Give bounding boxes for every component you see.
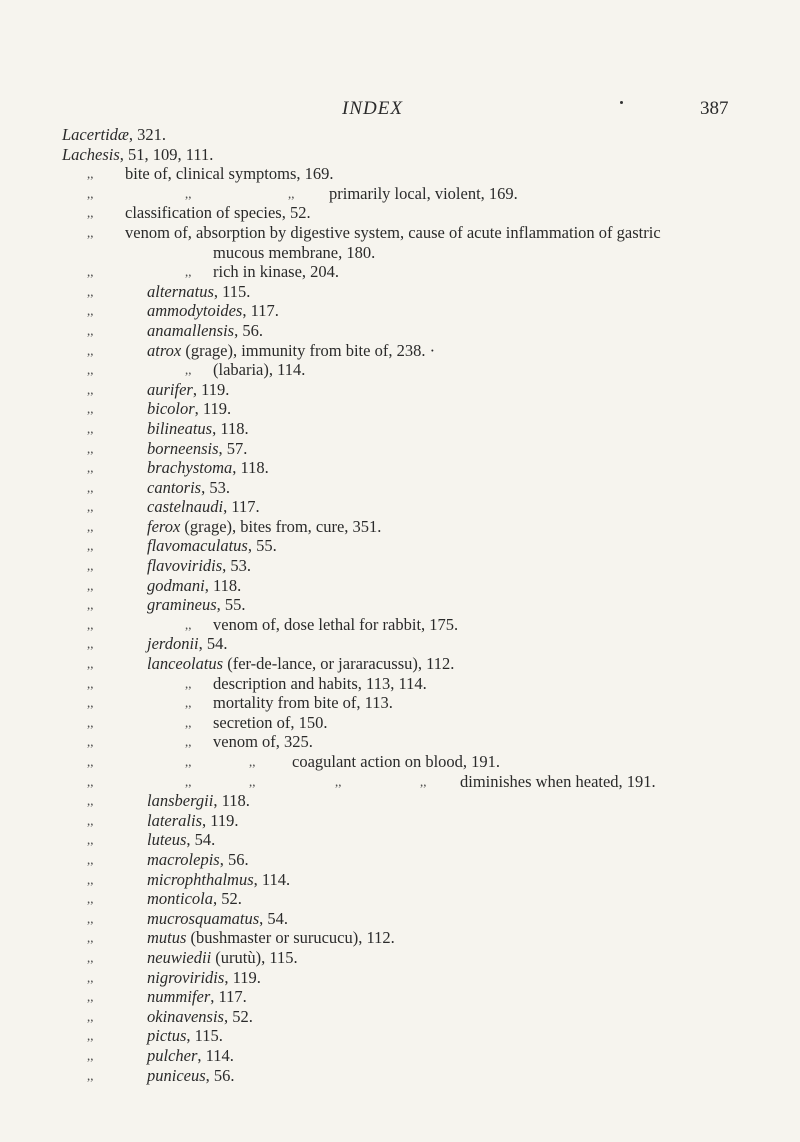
index-entry [0,164,800,184]
species-entry: nummifer, 117. [147,987,247,1007]
species-entry: neuwiedii (urutù), 115. [147,947,298,967]
headword-text: Lachesis [62,144,120,164]
species-entry: mucrosquamatus, 54. [147,908,289,928]
species-name: pulcher [147,1045,198,1065]
ditto-mark: ,, [87,440,94,456]
entry-text: diminishes when heated, 191. [460,771,656,791]
species-name: bicolor [147,399,195,419]
index-entry [0,909,800,929]
species-name: nigroviridis [147,967,225,987]
species-name: mutus [147,928,187,948]
ditto-mark: ,, [87,851,94,867]
species-name: ammodytoides [147,301,243,321]
ditto-mark: ,, [87,362,94,378]
ditto-mark: ,, [87,401,94,417]
index-entry [0,654,800,674]
ditto-mark: ,, [420,773,427,789]
index-entry [0,713,800,733]
species-name: luteus [147,830,187,850]
entry-text: venom of, dose lethal for rabbit, 175. [213,614,459,634]
ditto-mark: ,, [87,185,94,201]
index-entry [0,1026,800,1046]
index-entry [0,615,800,635]
species-entry: flavoviridis, 53. [147,556,252,576]
index-entry [0,811,800,831]
headword-text: Lacertidæ [62,125,129,144]
index-entry [0,380,800,400]
index-entry [0,399,800,419]
index-entry [0,968,800,988]
ditto-mark: ,, [87,930,94,946]
species-name: aurifer [147,379,193,399]
entry-text: classification of species, 52. [125,203,311,223]
index-entry [0,262,800,282]
ditto-mark: ,, [249,773,256,789]
index-entry [0,870,800,890]
index-entry [0,184,800,204]
ditto-mark: ,, [185,734,192,750]
index-entry [0,203,800,223]
species-name: lanceolatus [147,654,224,674]
index-entry [0,772,800,792]
index-entry [0,987,800,1007]
species-entry: puniceus, 56. [147,1065,235,1085]
ditto-mark: ,, [87,1008,94,1024]
ditto-mark: ,, [87,695,94,711]
species-name: castelnaudi [147,497,224,517]
ditto-mark: ,, [185,695,192,711]
species-name: flavomaculatus [147,536,248,556]
ditto-mark: ,, [87,322,94,338]
ditto-mark: ,, [185,264,192,280]
species-name: jerdonii [147,634,199,654]
entry-text: mortality from bite of, 113. [213,693,393,713]
ditto-mark: ,, [87,656,94,672]
ditto-mark: ,, [87,479,94,495]
ditto-mark: ,, [87,1028,94,1044]
index-entry [0,301,800,321]
ditto-mark: ,, [185,362,192,378]
index-entry [0,1066,800,1086]
species-entry: microphthalmus, 114. [147,869,291,889]
ditto-mark: ,, [87,773,94,789]
index-entry [0,732,800,752]
index-entry [0,497,800,517]
print-speck [620,101,623,104]
ditto-mark: ,, [87,381,94,397]
species-entry: gramineus, 55. [147,595,246,615]
species-entry: monticola, 52. [147,889,242,909]
index-entry [0,791,800,811]
species-entry: cantoris, 53. [147,477,230,497]
index-entry [0,517,800,537]
species-name: cantoris [147,477,202,497]
ditto-mark: ,, [87,518,94,534]
ditto-mark: ,, [87,734,94,750]
index-entry [0,928,800,948]
species-entry: aurifer, 119. [147,379,230,399]
species-name: neuwiedii [147,947,212,967]
entry-text: bite of, clinical symptoms, 169. [125,164,334,184]
running-head: INDEX [342,98,403,119]
ditto-mark: ,, [87,558,94,574]
species-name: ferox [147,516,181,536]
species-entry: castelnaudi, 117. [147,497,260,517]
index-entry [0,223,800,262]
ditto-mark: ,, [185,773,192,789]
ditto-mark: ,, [87,714,94,730]
index-entry [0,1046,800,1066]
index-entry [0,1007,800,1027]
species-entry: lateralis, 119. [147,810,239,830]
index-entry [0,693,800,713]
species-entry: alternatus, 115. [147,281,251,301]
ditto-mark: ,, [87,1067,94,1083]
species-name: flavoviridis [147,556,223,576]
ditto-mark: ,, [87,283,94,299]
index-entry [0,536,800,556]
index-entry [0,850,800,870]
species-entry: brachystoma, 118. [147,458,269,478]
ditto-mark: ,, [288,185,295,201]
ditto-mark: ,, [335,773,342,789]
index-entry [0,595,800,615]
index-entry [0,419,800,439]
species-entry: okinavensis, 52. [147,1006,253,1026]
species-entry: flavomaculatus, 55. [147,536,277,556]
ditto-mark: ,, [185,675,192,691]
ditto-mark: ,, [87,460,94,476]
entry-text: rich in kinase, 204. [213,262,340,282]
index-entry [0,830,800,850]
ditto-mark: ,, [87,969,94,985]
species-entry: bilineatus, 118. [147,418,249,438]
index-entry [0,752,800,772]
species-entry: pulcher, 114. [147,1045,234,1065]
ditto-mark: ,, [87,910,94,926]
species-name: gramineus [147,595,217,615]
ditto-mark: ,, [87,205,94,221]
index-entry [0,439,800,459]
species-entry: godmani, 118. [147,575,242,595]
index-entries [0,125,800,1085]
species-entry: borneensis, 57. [147,438,248,458]
species-name: okinavensis [147,1006,224,1026]
index-entry [0,341,800,361]
entry-text: coagulant action on blood, 191. [292,752,501,771]
species-entry: lanceolatus (fer-de-lance, or jararacussu), 112. [147,654,455,674]
index-entry [0,360,800,380]
species-name: lateralis [147,810,203,830]
species-name: pictus [147,1026,187,1046]
entry-text: description and habits, 113, 114. [213,673,427,693]
index-entry [0,125,800,145]
entry-headword: Lachesis, 51, 109, 111. [62,144,214,164]
ditto-mark: ,, [87,871,94,887]
species-entry: pictus, 115. [147,1026,223,1046]
index-entry [0,576,800,596]
ditto-mark: ,, [87,636,94,652]
species-entry: anamallensis, 56. [147,320,263,340]
species-name: lansbergii [147,791,214,811]
species-entry: jerdonii, 54. [147,634,228,654]
index-entry [0,556,800,576]
ditto-mark: ,, [87,616,94,632]
species-name: mucrosquamatus [147,908,260,928]
species-name: nummifer [147,987,211,1007]
page-number: 387 [700,98,729,119]
entry-text: venom of, 325. [213,732,313,752]
index-entry [0,321,800,341]
index-entry [0,458,800,478]
species-name: borneensis [147,438,219,458]
species-entry: ferox (grage), bites from, cure, 351. [147,516,382,536]
ditto-mark: ,, [87,989,94,1005]
ditto-mark: ,, [87,793,94,809]
ditto-mark: ,, [87,812,94,828]
ditto-mark: ,, [185,185,192,201]
species-entry: ammodytoides, 117. [147,301,279,321]
ditto-mark: ,, [87,499,94,515]
index-entry [0,948,800,968]
ditto-mark: ,, [87,420,94,436]
index-entry [0,889,800,909]
entry-text: primarily local, violent, 169. [329,183,518,203]
ditto-mark: ,, [87,342,94,358]
ditto-mark: ,, [87,1047,94,1063]
species-name: godmani [147,575,205,595]
ditto-mark: ,, [87,224,94,240]
ditto-mark: ,, [87,597,94,613]
ditto-mark: ,, [87,675,94,691]
ditto-mark: ,, [87,754,94,769]
species-entry: atrox (grage), immunity from bite of, 238. · [147,340,436,360]
species-entry: mutus (bushmaster or surucucu), 112. [147,928,395,948]
ditto-mark: ,, [87,538,94,554]
species-name: puniceus [147,1065,206,1085]
ditto-mark: ,, [87,303,94,319]
ditto-mark: ,, [185,616,192,632]
species-name: microphthalmus [147,869,254,889]
species-name: anamallensis [147,320,235,340]
species-name: alternatus [147,281,214,301]
species-entry: luteus, 54. [147,830,216,850]
entry-text: (labaria), 114. [213,360,306,380]
index-entry [0,145,800,165]
ditto-mark: ,, [87,166,94,182]
ditto-mark: ,, [87,577,94,593]
species-name: macrolepis [147,849,220,869]
ditto-mark: ,, [87,891,94,907]
species-entry: lansbergii, 118. [147,791,250,811]
index-entry [0,634,800,654]
index-entry [0,478,800,498]
species-name: bilineatus [147,418,213,438]
species-name: atrox [147,340,182,360]
ditto-mark: ,, [87,264,94,280]
ditto-mark: ,, [87,832,94,848]
index-entry [0,282,800,302]
index-entry [0,674,800,694]
page-header [0,98,800,128]
ditto-mark: ,, [249,754,256,769]
species-entry: bicolor, 119. [147,399,232,419]
species-entry: macrolepis, 56. [147,849,249,869]
entry-text: secretion of, 150. [213,712,328,732]
species-entry: nigroviridis, 119. [147,967,261,987]
ditto-mark: ,, [87,949,94,965]
ditto-mark: ,, [185,714,192,730]
ditto-mark: ,, [185,754,192,769]
species-name: monticola [147,889,213,909]
entry-headword: Lacertidæ, 321. [62,125,167,144]
entry-continuation: mucous membrane, 180. [213,242,376,262]
entry-text: venom of, absorption by digestive system, cause of acute inflammation of gastric [125,222,661,242]
species-name: brachystoma [147,458,233,478]
